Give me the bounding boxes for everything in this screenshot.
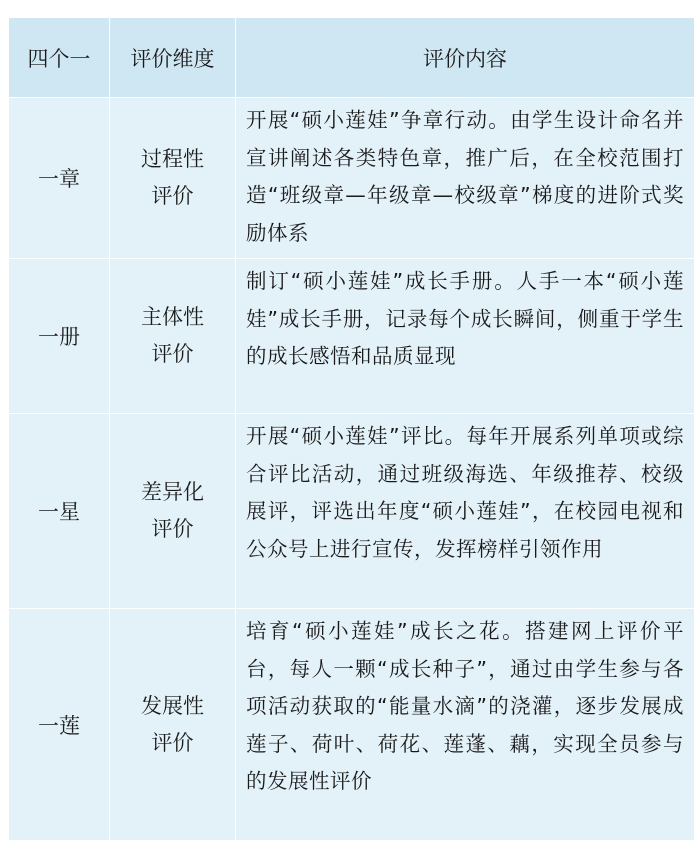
- row-content: 开展“硕小莲娃”评比。每年开展系列单项或综合评比活动，通过班级海选、年级推荐、校级展评，评选出年度“硕小莲娃”，在校园电视和公众号上进行宣传，发挥榜样引领作用: [236, 414, 695, 609]
- header-content: 评价内容: [236, 18, 695, 98]
- row-dimension: [110, 609, 236, 841]
- dimension-line1: 发展性: [141, 693, 204, 718]
- dimension-line1: 过程性: [141, 147, 204, 171]
- table-row: [9, 98, 695, 259]
- row-dimension: [110, 414, 236, 609]
- row-content: 培育“硕小莲娃”成长之花。搭建网上评价平台，每人一颗“成长种子”，通过由学生参与各项活动获取的“能量水滴”的浇灌，逐步发展成莲子、荷叶、荷花、莲蓬、藕，实现全员参与的发展性评价: [236, 609, 695, 841]
- evaluation-table: [8, 17, 695, 841]
- header-dimension: 评价维度: [110, 18, 236, 98]
- header-row: [9, 18, 695, 98]
- dimension-line1: 主体性: [141, 305, 204, 329]
- table-row: [9, 259, 695, 414]
- row-name: 一册: [9, 259, 110, 414]
- dimension-line2: 评价: [151, 517, 194, 541]
- dimension-line2: 评价: [151, 184, 194, 208]
- row-name: 一章: [9, 98, 110, 259]
- dimension-line2: 评价: [151, 342, 194, 366]
- row-name: 一星: [9, 414, 110, 609]
- row-name: 一莲: [9, 609, 110, 841]
- table-row: [9, 609, 695, 841]
- dimension-line1: 差异化: [141, 480, 204, 504]
- table-row: [9, 414, 695, 609]
- row-content: 开展“硕小莲娃”争章行动。由学生设计命名并宣讲阐述各类特色章，推广后，在全校范围打造“班级章—年级章—校级章”梯度的进阶式奖励体系: [236, 98, 695, 259]
- header-four-ones: 四个一: [9, 18, 110, 98]
- row-content: 制订“硕小莲娃”成长手册。人手一本“硕小莲娃”成长手册，记录每个成长瞬间，侧重于学生的成长感悟和品质显现: [236, 259, 695, 414]
- row-dimension: [110, 98, 236, 259]
- dimension-line2: 评价: [151, 730, 194, 755]
- row-dimension: [110, 259, 236, 414]
